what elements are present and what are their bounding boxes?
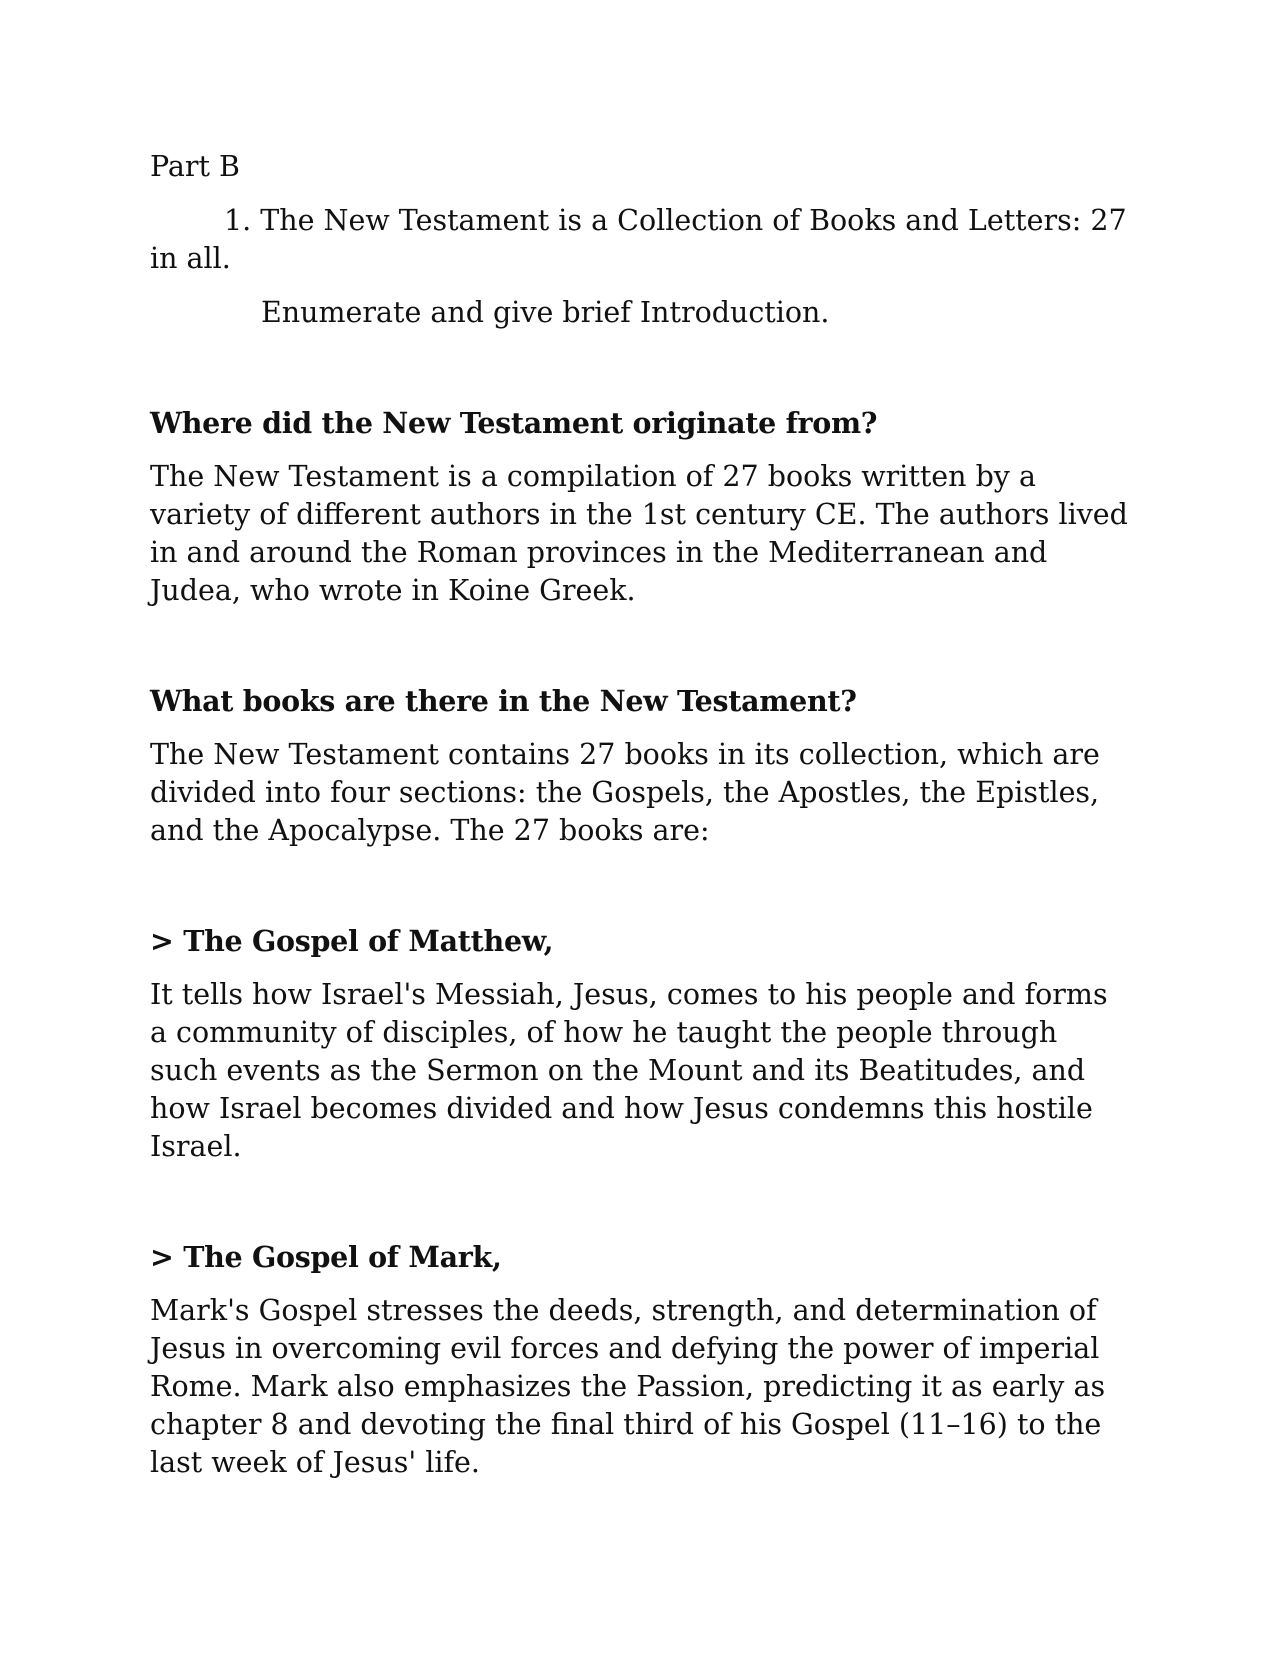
- section-spacer: [150, 1182, 1130, 1238]
- section-spacer: [150, 348, 1130, 404]
- section-spacer: [150, 866, 1130, 922]
- document-page: [150, 148, 1137, 1498]
- section-spacer: [150, 626, 1130, 682]
- section-body-origin: The New Testament is a compilation of 27 books written by a variety of different authors in the 1st century CE. The authors lived in and around the Roman provinces in the Mediterranean and Judea, who wrote in Koine Greek.: [150, 460, 1137, 607]
- section-body-matthew: It tells how Israel's Messiah, Jesus, comes to his people and forms a community of disciples, of how he taught the people through such events as the Sermon on the Mount and its Beatitudes, and how Israel becomes divided and how Jesus condemns this hostile Israel.: [150, 978, 1117, 1163]
- instruction-text: Enumerate and give brief Introduction.: [261, 296, 830, 329]
- section-heading-matthew: > The Gospel of Matthew,: [150, 924, 554, 958]
- section-body-mark: Mark's Gospel stresses the deeds, strength, and determination of Jesus in overcoming evil forces and defying the power of imperial Rome. Mark also emphasizes the Passion, predicting it as early as chapter 8 and devoting the final third of his Gospel (11–16) to the last week of Jesus' life.: [150, 1294, 1115, 1479]
- question-item-1: 1. The New Testament is a Collection of Books and Letters: 27 in all.: [150, 204, 1136, 275]
- section-heading-origin: Where did the New Testament originate from?: [150, 406, 878, 440]
- section-heading-mark: > The Gospel of Mark,: [150, 1240, 502, 1274]
- section-body-books: The New Testament contains 27 books in its collection, which are divided into four sections: the Gospels, the Apostles, the Epistles, and the Apocalypse. The 27 books are:: [150, 738, 1109, 847]
- section-heading-books: What books are there in the New Testament?: [150, 684, 857, 718]
- part-title: Part B: [150, 150, 240, 183]
